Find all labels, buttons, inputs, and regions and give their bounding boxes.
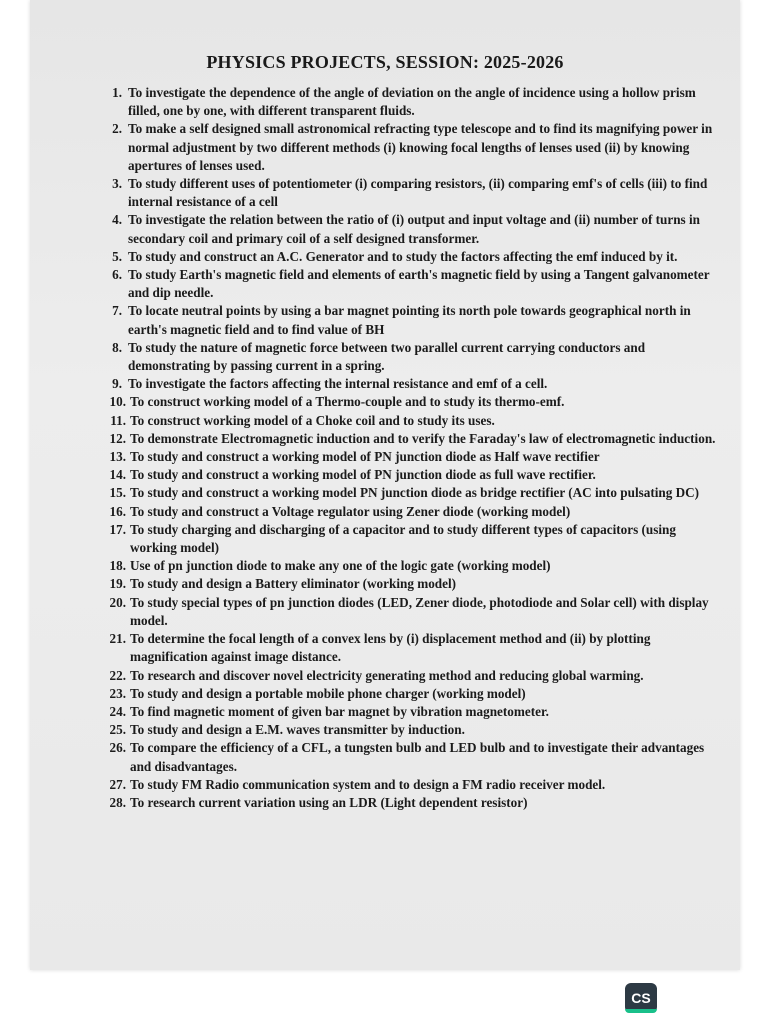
item-text: To study FM Radio communication system and to design a FM radio receiver model. [130,776,606,792]
list-item [100,266,720,302]
item-text: To study and design a portable mobile phone charger (working model) [130,685,526,701]
item-number: 17. [109,521,126,537]
item-text: To demonstrate Electromagnetic induction and to verify the Faraday's law of electromagnetic induction. [130,430,716,446]
item-text: To study and design a E.M. waves transmitter by induction. [130,722,465,738]
item-text: To compare the efficiency of a CFL, a tungsten bulb and LED bulb and to investigate their advantages and disadvantages. [130,740,705,774]
item-text: To research current variation using an LDR (Light dependent resistor) [130,794,528,810]
list-item [100,375,720,393]
item-number: 19. [109,576,126,592]
list-item [100,211,720,247]
logo-label: CS [631,990,651,1006]
list-item [100,575,720,593]
item-text: To study and construct a working model of PN junction diode as Half wave rectifier [130,449,600,465]
item-number: 15. [109,485,126,501]
list-item [100,503,720,521]
item-number: 25. [109,722,126,738]
item-number: 8. [112,339,122,355]
list-item [100,484,720,502]
item-number: 14. [109,467,126,483]
item-number: 1. [112,85,122,100]
scanned-page [30,0,740,970]
item-text: To find magnetic moment of given bar magnet by vibration magnetometer. [130,703,549,719]
item-number: 28. [109,794,126,810]
list-item [100,630,720,666]
list-item [100,557,720,575]
item-text: To study and design a Battery eliminator (working model) [130,576,457,592]
item-number: 22. [109,667,126,683]
list-item [100,393,720,411]
item-number: 20. [109,594,126,610]
item-text: To research and discover novel electricity generating method and reducing global warming. [130,667,644,683]
list-item [100,594,720,630]
item-text: To study special types of pn junction diodes (LED, Zener diode, photodiode and Solar cell) with display model. [130,594,709,628]
list-item [100,448,720,466]
item-number: 7. [112,303,122,319]
item-text: To construct working model of a Choke coil and to study its uses. [130,412,495,428]
list-item [100,120,720,175]
item-number: 21. [109,631,126,647]
list-item [100,466,720,484]
list-item [100,776,720,794]
item-text: To study the nature of magnetic force between two parallel current carrying conductors and demonstrating by passing current in a spring. [128,339,646,374]
list-item [100,521,720,557]
list-item [100,430,720,448]
item-text: To make a self designed small astronomical refracting type telescope and to find its magnifying power in normal adjustment by two different methods (i) knowing focal lengths of lenses used (ii) by knowing apertures of lenses used. [128,121,713,173]
list-item [100,175,720,211]
item-text: To study and construct a working model PN junction diode as bridge rectifier (AC into pulsating DC) [130,485,700,501]
item-number: 4. [112,212,122,228]
item-number: 5. [112,248,122,264]
list-item [100,794,720,812]
list-item [100,302,720,338]
list-item [100,685,720,703]
item-text: To investigate the relation between the ratio of (i) output and input voltage and (ii) number of turns in secondary coil and primary coil of a self designed transformer. [128,212,700,246]
item-text: Use of pn junction diode to make any one of the logic gate (working model) [130,558,551,574]
list-item [100,248,720,266]
item-text: To study Earth's magnetic field and elements of earth's magnetic field by using a Tangent galvanometer and dip needle. [128,267,710,301]
item-text: To investigate the dependence of the angle of deviation on the angle of incidence using a hollow prism filled, one by one, with different transparent fluids. [128,85,696,119]
item-number: 10. [109,394,126,410]
item-number: 18. [109,558,126,574]
item-text: To investigate the factors affecting the internal resistance and emf of a cell. [128,376,548,392]
list-item [100,339,720,375]
item-number: 2. [112,121,122,137]
item-number: 3. [112,176,122,192]
list-item [100,412,720,430]
item-number: 23. [109,685,126,701]
item-text: To study different uses of potentiometer (i) comparing resistors, (ii) comparing emf's of cells (iii) to find internal resistance of a cell [128,176,708,210]
item-number: 6. [112,267,122,283]
project-list [100,84,720,812]
item-number: 24. [109,703,126,719]
item-text: To study and construct a Voltage regulator using Zener diode (working model) [130,503,571,519]
item-text: To determine the focal length of a convex lens by (i) displacement method and (ii) by plotting magnification against image distance. [130,631,651,665]
item-number: 27. [109,776,126,792]
item-text: To study and construct a working model of PN junction diode as full wave rectifier. [130,467,596,483]
item-text: To construct working model of a Thermo-couple and to study its thermo-emf. [130,394,565,410]
item-text: To study charging and discharging of a capacitor and to study different types of capacitors (using working model) [130,521,676,556]
list-item [100,739,720,775]
item-number: 12. [109,430,126,446]
item-text: To study and construct an A.C. Generator and to study the factors affecting the emf induced by it. [128,248,678,264]
page-title: PHYSICS PROJECTS, SESSION: 2025-2026 [206,52,564,72]
item-number: 13. [109,449,126,465]
camscanner-logo-icon [625,983,657,1013]
item-text: To locate neutral points by using a bar magnet pointing its north pole towards geographical north in earth's magnetic field and to find value of BH [128,303,691,337]
item-number: 16. [109,503,126,519]
list-item [100,721,720,739]
item-number: 9. [112,376,122,392]
item-number: 11. [110,412,126,428]
list-item [100,84,720,120]
list-item [100,703,720,721]
item-number: 26. [109,740,126,756]
list-item [100,667,720,685]
